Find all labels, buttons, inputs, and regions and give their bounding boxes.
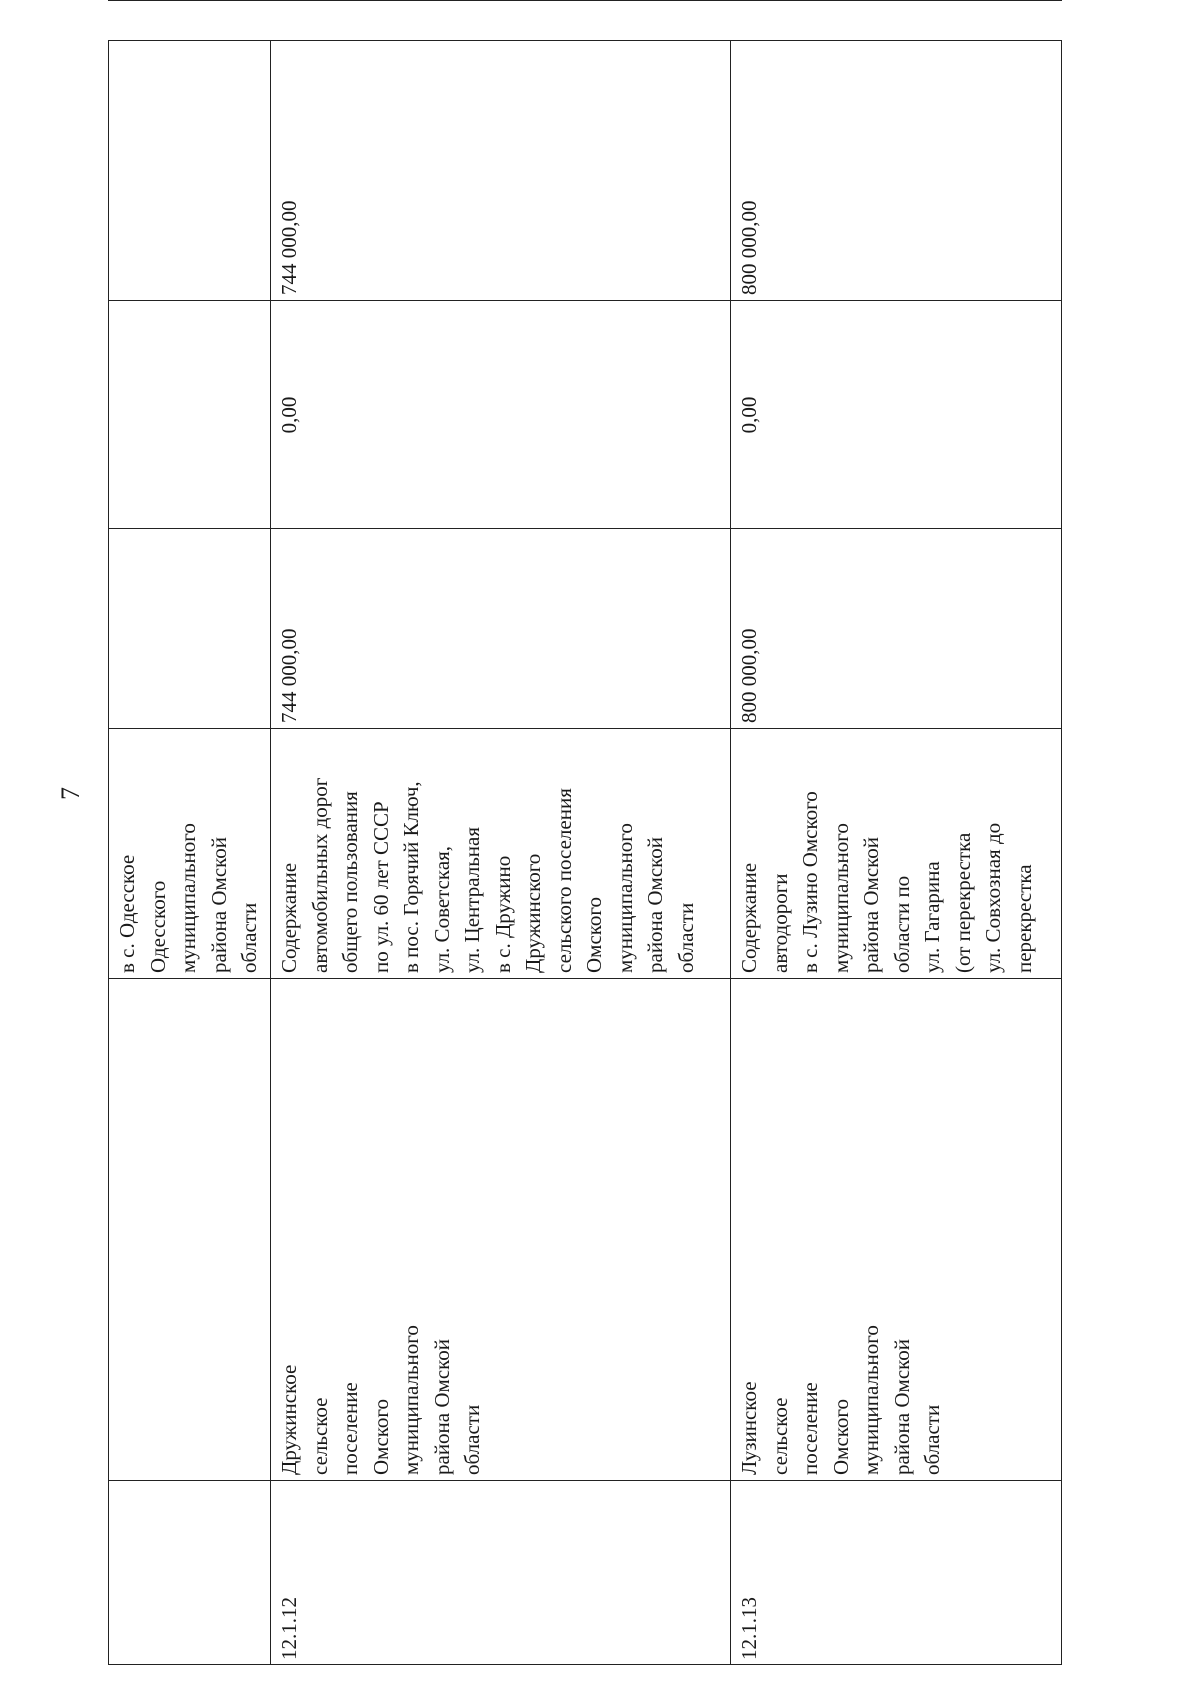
cell-description [730,728,1062,978]
cell-amount-other [108,300,270,528]
cell-line: Одесского [145,880,170,973]
cell-line: автомобильных дорог [307,777,332,973]
cell-line: области [673,902,698,973]
cell-line: поселение [798,1382,822,1475]
cell-amount-main [270,40,730,300]
cell-line: муниципального [612,823,637,973]
cell-amount-other [270,300,730,528]
cell-line: муниципального [859,1325,883,1475]
cell-line: (от перекрестка [950,832,975,973]
cell-line: по ул. 60 лет СССР [368,801,393,973]
cell-share [730,0,1062,1]
cell-line: области [237,902,261,973]
cell-text: 0,00 [737,396,761,434]
cell-line: в с. Лузино Омского [798,791,822,973]
cell-line: района Омской [859,836,883,973]
cell-line: Лузинское [737,1381,761,1475]
cell-line: ул. Совхозная до [981,822,1005,973]
cell-line: ул. Центральная [460,827,484,973]
cell-line: ул. Советская, [429,845,454,973]
cell-text: 12.1.13 [737,1597,761,1660]
cell-line: района Омской [429,1338,454,1475]
cell-line: района Омской [889,1338,914,1475]
cell-line: Омского [828,1398,853,1475]
cell-description [270,728,730,978]
cell-text: 744 000,00 [277,200,301,295]
cell-line: области [920,1404,944,1475]
cell-line: Дружинское [277,1364,301,1475]
cell-text: 800 000,00 [737,200,761,295]
cell-line: ул. Гагарина [920,861,944,973]
cell-line: муниципального [176,823,200,973]
cell-line: в с. Одесское [115,854,139,973]
cell-line: Дружинского [521,853,545,973]
cell-share [270,0,730,1]
cell-num [108,1480,270,1665]
cell-name [108,978,270,1480]
cell-line: сельское [767,1397,792,1475]
cell-num [730,1480,1062,1665]
cell-line: района Омской [643,836,667,973]
cell-line: сельское [307,1397,332,1475]
cell-text: 0,00 [277,396,301,434]
cell-line: поселение [338,1382,362,1475]
cell-amount-main [108,40,270,300]
cell-line: общего пользования [338,791,362,973]
cell-text: 800 000,00 [737,628,761,723]
cell-description [108,728,270,978]
cell-line: области [460,1404,484,1475]
cell-text: 744 000,00 [277,628,301,723]
cell-line: области по [889,875,914,973]
cell-line: Омского [582,896,606,973]
cell-text: 12.1.12 [277,1597,301,1660]
cell-line: муниципального [399,1325,423,1475]
cell-name [730,978,1062,1480]
cell-num [270,1480,730,1665]
cell-line: перекрестка [1011,864,1036,973]
cell-line: автодороги [767,873,792,973]
cell-line: в с. Дружино [490,855,515,973]
cell-amount-total [270,528,730,728]
cell-line: Омского [368,1398,393,1475]
cell-share [108,0,270,1]
cell-line: муниципального [828,823,853,973]
cell-line: Содержание [737,862,761,973]
cell-line: сельского поселения [551,788,576,973]
page-number: 7 [56,787,85,800]
cell-line: Содержание [277,862,301,973]
cell-amount-other [730,300,1062,528]
cell-amount-total [730,528,1062,728]
cell-name [270,978,730,1480]
cell-line: района Омской [206,836,231,973]
cell-amount-total [108,528,270,728]
cell-amount-main [730,40,1062,300]
cell-line: в пос. Горячий Ключ, [399,781,423,973]
